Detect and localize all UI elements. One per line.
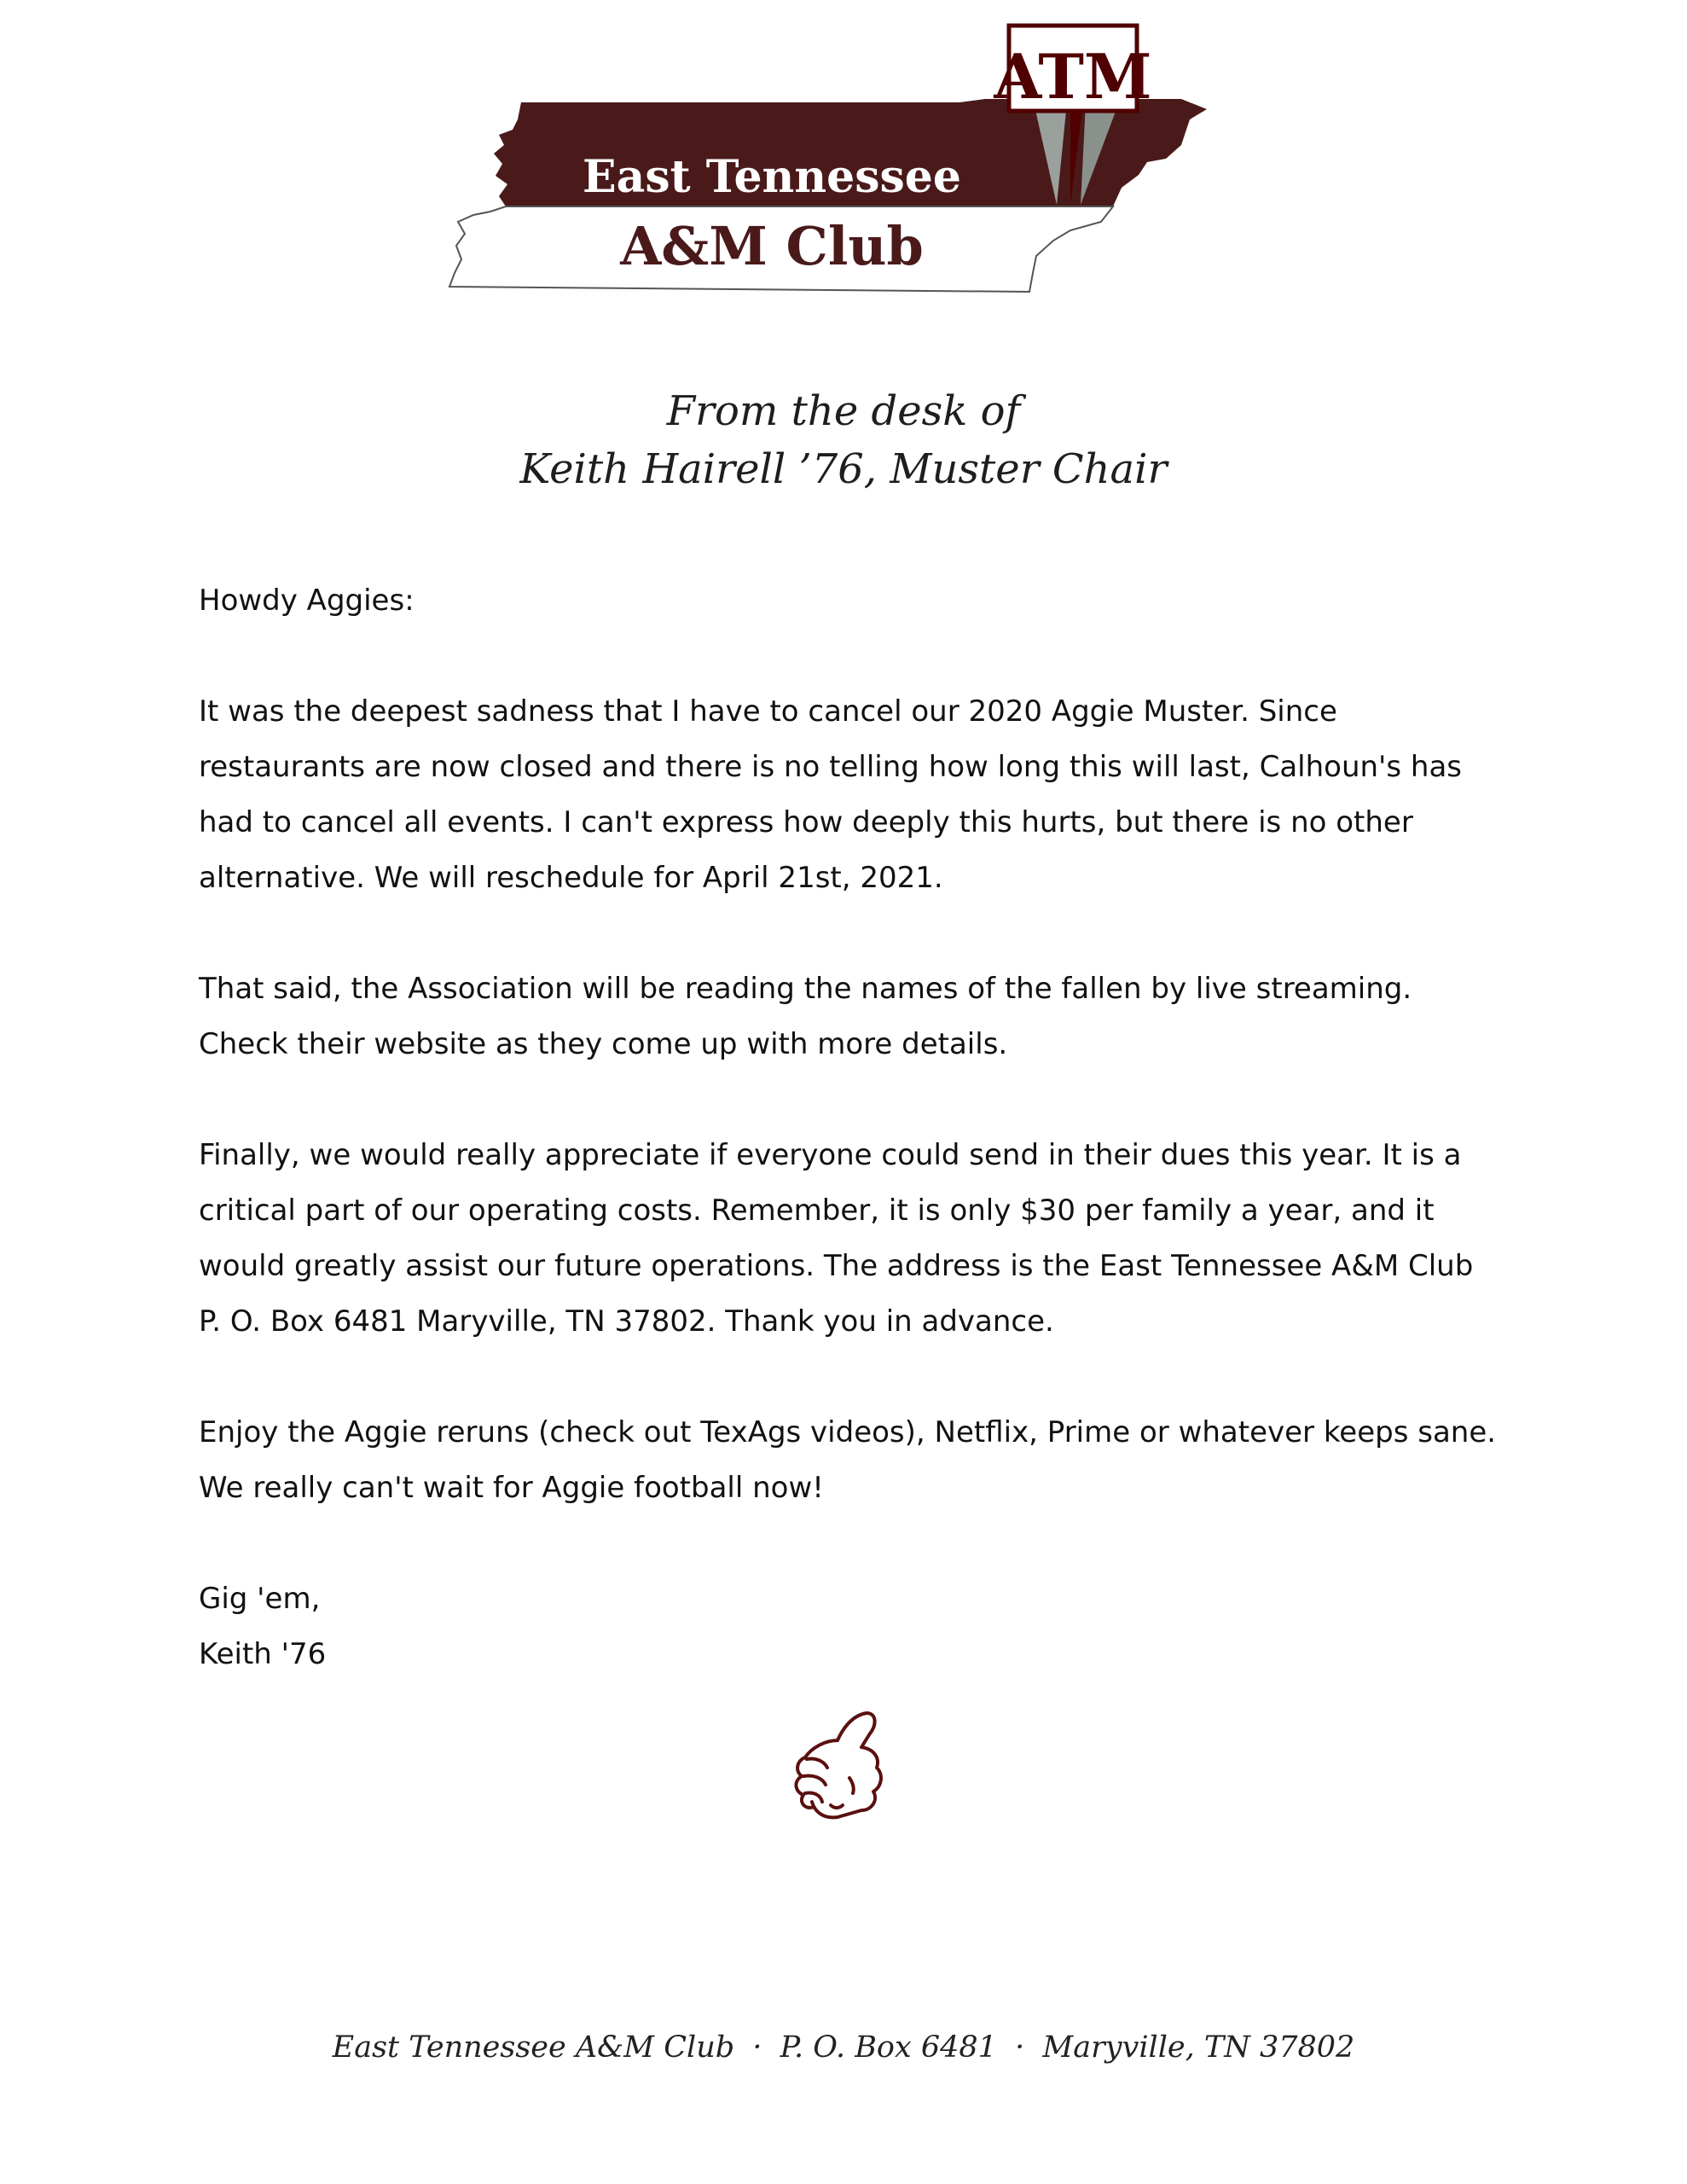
heading-line-2: Keith Hairell ’76, Muster Chair [519,445,1168,493]
signature: Keith '76 [199,1637,327,1671]
letter-footer [0,2030,1687,2065]
paragraph-closing-remarks: Enjoy the Aggie reruns (check out TexAgs videos), Netflix, Prime or whatever keeps sane. We really can't wait for Aggie football now! [199,1415,1497,1505]
letter-heading [0,382,1687,498]
logo-line-1: East Tennessee [583,151,961,203]
footer-separator: · [1015,2030,1025,2065]
heading-line-1: From the desk of [666,387,1021,435]
paragraph-dues: Finally, we would really appreciate if everyone could send in their dues this year. It is a critical part of our operating costs. Remember, it is only $30 per family a year, and it would greatly assist our future operations. The address is the East Tennessee A&M Club P. O. Box 6481 Maryville, TN 37802. Thank you in advance. [199,1138,1474,1339]
paragraph-livestream: That said, the Association will be reading the names of the fallen by live streaming. Check their website as they come up with more details. [199,972,1412,1061]
closing: Gig 'em, [199,1582,321,1616]
footer-org: East Tennessee A&M Club [332,2030,735,2065]
paragraph-cancellation: It was the deepest sadness that I have to cancel our 2020 Aggie Muster. Since restaurants are now closed and there is no telling how long this will last, Calhoun's has had to cancel all events. I can't express how deeply this hurts, but there is no other alternative. We will reschedule for April 21st, 2021. [199,694,1463,895]
greeting: Howdy Aggies: [199,584,415,618]
gig-em-thumb-icon [778,1706,897,1826]
emblem-letters: ATM [994,40,1152,113]
footer-city: Maryville, TN 37802 [1042,2030,1355,2065]
letter-body [199,573,1504,1682]
club-logo [439,17,1245,307]
footer-pobox: P. O. Box 6481 [780,2030,997,2065]
footer-separator: · [752,2030,762,2065]
logo-line-2: A&M Club [620,215,924,277]
